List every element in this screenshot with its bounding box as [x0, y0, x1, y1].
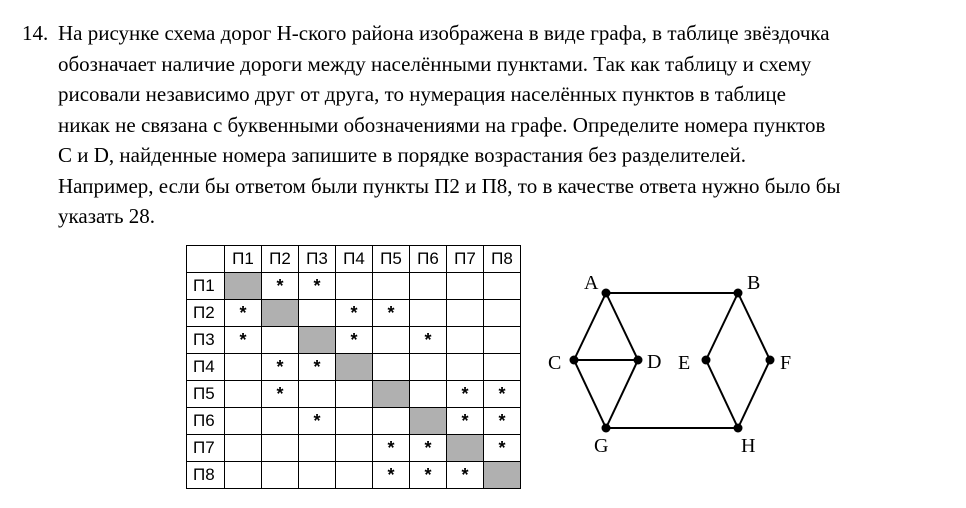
- graph-edge: [606, 293, 638, 360]
- empty-cell: [373, 327, 410, 354]
- vertex-label: C: [548, 352, 562, 374]
- problem-line: обозначает наличие дороги между населёнными пунктами. Так как таблицу и схему: [58, 51, 812, 76]
- graph-vertex: [602, 424, 611, 433]
- vertex-label: F: [780, 352, 792, 374]
- road-mark-cell: *: [299, 408, 336, 435]
- graph-vertex: [602, 289, 611, 298]
- problem-line: рисовали независимо друг от друга, то нумерация населённых пунктов в таблице: [58, 82, 786, 106]
- empty-cell: [262, 462, 299, 489]
- graph-edge: [738, 293, 770, 360]
- row-header: П5: [187, 381, 225, 408]
- road-mark-cell: *: [484, 435, 521, 462]
- table-corner: [187, 246, 225, 273]
- empty-cell: [447, 327, 484, 354]
- empty-cell: [336, 462, 373, 489]
- problem-line: C и D, найденные номера запишите в порядке возрастания без разделителей.: [58, 143, 746, 167]
- vertex-label: E: [678, 352, 691, 374]
- empty-cell: [410, 381, 447, 408]
- empty-cell: [262, 327, 299, 354]
- road-mark-cell: *: [410, 327, 447, 354]
- column-header: П7: [447, 246, 484, 273]
- empty-cell: [447, 273, 484, 300]
- empty-cell: [410, 354, 447, 381]
- column-header: П5: [373, 246, 410, 273]
- diagonal-cell: [299, 327, 336, 354]
- road-mark-cell: *: [484, 408, 521, 435]
- row-header: П2: [187, 300, 225, 327]
- road-mark-cell: *: [262, 381, 299, 408]
- graph-vertex: [570, 356, 579, 365]
- problem-line: никак не связана с буквенными обозначениями на графе. Определите номера пунктов: [58, 112, 826, 137]
- column-header: П4: [336, 246, 373, 273]
- empty-cell: [336, 408, 373, 435]
- table-row: [187, 408, 521, 435]
- empty-cell: [299, 462, 336, 489]
- graph-vertex: [702, 356, 711, 365]
- road-mark-cell: *: [262, 273, 299, 300]
- problem-number: 14.: [22, 21, 49, 45]
- graph-vertex: [734, 424, 743, 433]
- empty-cell: [373, 408, 410, 435]
- column-header: П3: [299, 246, 336, 273]
- empty-cell: [410, 300, 447, 327]
- road-mark-cell: *: [447, 381, 484, 408]
- road-mark-cell: *: [225, 300, 262, 327]
- table-row: [187, 273, 521, 300]
- empty-cell: [299, 300, 336, 327]
- vertex-label: G: [594, 435, 609, 457]
- table-row: [187, 381, 521, 408]
- diagonal-cell: [410, 408, 447, 435]
- graph-edge: [606, 360, 638, 428]
- empty-cell: [262, 435, 299, 462]
- column-header: П2: [262, 246, 299, 273]
- table-row: [187, 462, 521, 489]
- empty-cell: [225, 435, 262, 462]
- road-mark-cell: *: [447, 462, 484, 489]
- graph-edge: [706, 360, 738, 428]
- graph-vertex: [766, 356, 775, 365]
- diagonal-cell: [336, 354, 373, 381]
- diagonal-cell: [447, 435, 484, 462]
- road-mark-cell: *: [484, 381, 521, 408]
- diagonal-cell: [373, 381, 410, 408]
- empty-cell: [484, 300, 521, 327]
- vertex-label: B: [747, 272, 761, 294]
- road-mark-cell: *: [262, 354, 299, 381]
- empty-cell: [447, 354, 484, 381]
- empty-cell: [410, 273, 447, 300]
- road-mark-cell: *: [336, 300, 373, 327]
- road-mark-cell: *: [373, 462, 410, 489]
- empty-cell: [447, 300, 484, 327]
- empty-cell: [225, 354, 262, 381]
- row-header: П3: [187, 327, 225, 354]
- column-header: П1: [225, 246, 262, 273]
- empty-cell: [484, 354, 521, 381]
- graph-edge: [738, 360, 770, 428]
- row-header: П7: [187, 435, 225, 462]
- problem-statement: [58, 18, 938, 232]
- table-row: [187, 327, 521, 354]
- empty-cell: [336, 435, 373, 462]
- graph-edge: [574, 293, 606, 360]
- empty-cell: [484, 273, 521, 300]
- vertex-label: D: [647, 351, 662, 373]
- empty-cell: [225, 381, 262, 408]
- problem-line: Например, если бы ответом были пункты П2 и П8, то в качестве ответа нужно было бы: [58, 173, 841, 198]
- road-mark-cell: *: [410, 462, 447, 489]
- road-graph: [540, 260, 810, 470]
- row-header: П8: [187, 462, 225, 489]
- road-mark-cell: *: [373, 300, 410, 327]
- vertex-label: H: [741, 435, 756, 457]
- graph-vertex: [634, 356, 643, 365]
- diagonal-cell: [484, 462, 521, 489]
- row-header: П1: [187, 273, 225, 300]
- road-mark-cell: *: [410, 435, 447, 462]
- row-header: П4: [187, 354, 225, 381]
- empty-cell: [336, 273, 373, 300]
- diagonal-cell: [262, 300, 299, 327]
- empty-cell: [484, 327, 521, 354]
- empty-cell: [262, 408, 299, 435]
- empty-cell: [299, 435, 336, 462]
- table-row: [187, 435, 521, 462]
- table-row: [187, 354, 521, 381]
- road-mark-cell: *: [447, 408, 484, 435]
- road-mark-cell: *: [299, 273, 336, 300]
- diagonal-cell: [225, 273, 262, 300]
- graph-edge: [574, 360, 606, 428]
- column-header: П8: [484, 246, 521, 273]
- column-header: П6: [410, 246, 447, 273]
- problem-line: указать 28.: [58, 204, 156, 228]
- road-mark-cell: *: [336, 327, 373, 354]
- problem-line: На рисунке схема дорог Н-ского района изображена в виде графа, в таблице звёздочка: [58, 21, 830, 45]
- road-mark-cell: *: [373, 435, 410, 462]
- graph-edge: [706, 293, 738, 360]
- empty-cell: [373, 354, 410, 381]
- road-mark-cell: *: [225, 327, 262, 354]
- road-mark-cell: *: [299, 354, 336, 381]
- empty-cell: [373, 273, 410, 300]
- empty-cell: [225, 408, 262, 435]
- adjacency-table: [186, 245, 521, 489]
- vertex-label: A: [584, 272, 599, 294]
- empty-cell: [299, 381, 336, 408]
- empty-cell: [225, 462, 262, 489]
- empty-cell: [336, 381, 373, 408]
- graph-vertex: [734, 289, 743, 298]
- row-header: П6: [187, 408, 225, 435]
- table-row: [187, 300, 521, 327]
